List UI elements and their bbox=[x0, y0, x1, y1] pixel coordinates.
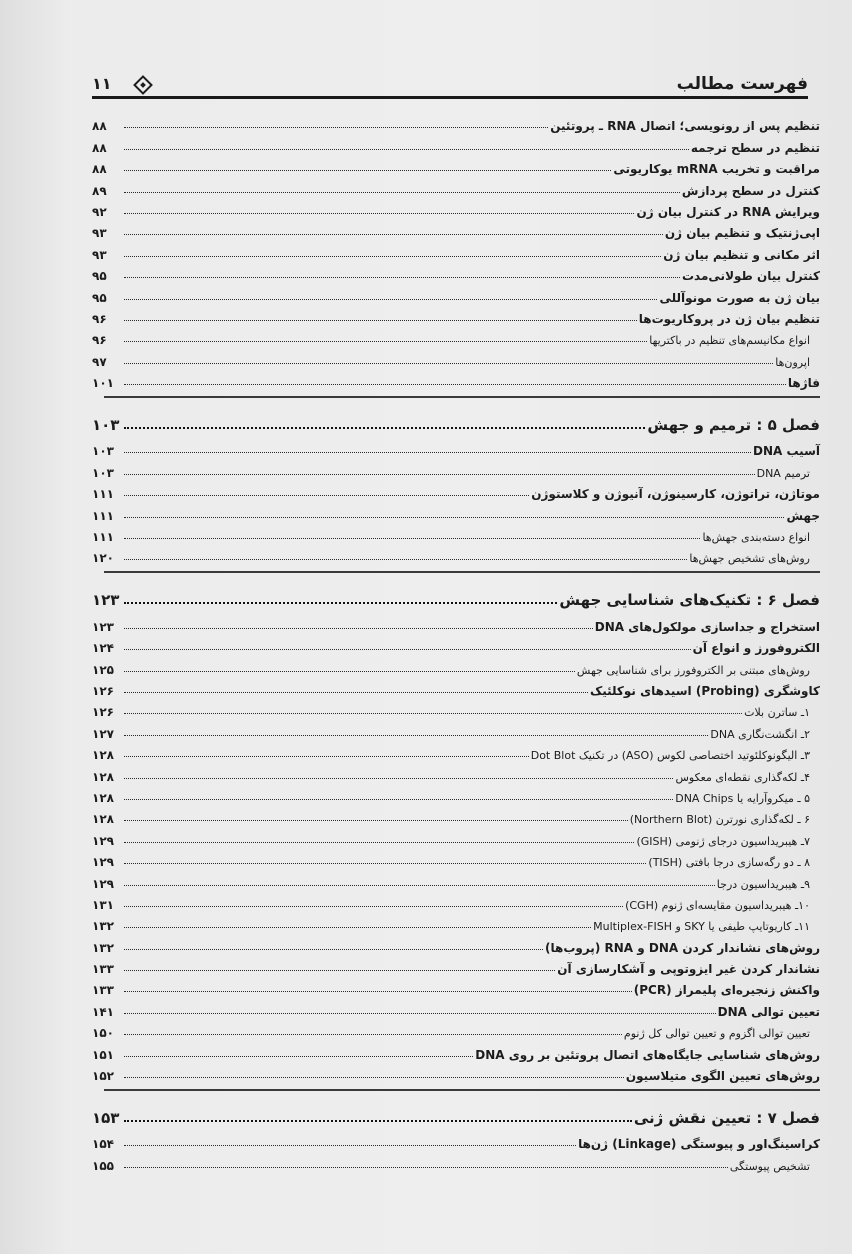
toc-entry[interactable] bbox=[92, 826, 820, 847]
dot-leader bbox=[124, 452, 751, 453]
entry-page-number: ۱۴۱ bbox=[92, 1004, 114, 1019]
entry-page-number: ۱۵۲ bbox=[92, 1069, 114, 1084]
dot-leader bbox=[124, 192, 680, 193]
entry-title: روش‌های شناسایی جایگاه‌های اتصال پروتئین بر روی DNA bbox=[475, 1047, 820, 1062]
entry-page-number: ۱۵۳ bbox=[92, 1109, 120, 1128]
entry-page-number: ۱۳۱ bbox=[92, 897, 114, 912]
entry-title: واکنش زنجیره‌ای پلیمراز (PCR) bbox=[633, 983, 820, 998]
entry-page-number: ۱۳۳ bbox=[92, 962, 114, 977]
dot-leader bbox=[124, 735, 708, 736]
toc-entry[interactable] bbox=[92, 891, 820, 912]
dot-leader bbox=[124, 991, 632, 992]
entry-title: اثر مکانی و تنظیم بیان ژن bbox=[663, 247, 820, 262]
toc-entry[interactable] bbox=[92, 976, 820, 997]
dot-leader bbox=[124, 602, 557, 604]
entry-title: فصل ۷ : تعیین نقش ژنی bbox=[633, 1109, 820, 1128]
chapter-heading-entry[interactable] bbox=[92, 1097, 820, 1127]
entry-page-number: ۸۸ bbox=[92, 162, 107, 177]
entry-page-number: ۸۸ bbox=[92, 119, 107, 134]
entry-page-number: ۱۱۱ bbox=[92, 508, 114, 523]
dot-leader bbox=[124, 149, 689, 150]
toc-entry[interactable] bbox=[92, 369, 820, 390]
dot-leader bbox=[124, 692, 588, 693]
entry-page-number: ۹۳ bbox=[92, 226, 107, 241]
entry-title: اپرون‌ها bbox=[775, 355, 810, 369]
toc-entry[interactable] bbox=[92, 480, 820, 501]
dot-leader bbox=[124, 495, 529, 496]
entry-title: الکتروفورز و انواع آن bbox=[692, 641, 820, 656]
chapter-heading-entry[interactable] bbox=[92, 404, 820, 434]
entry-title: ۴ـ لکه‌گذاری نقطه‌ای معکوس bbox=[675, 770, 810, 784]
page-header bbox=[92, 74, 808, 98]
dot-leader bbox=[124, 427, 645, 429]
dot-leader bbox=[124, 863, 646, 864]
entry-title: بیان ژن به صورت مونوآللی bbox=[659, 290, 820, 305]
entry-page-number: ۱۰۳ bbox=[92, 465, 114, 480]
toc-entry[interactable] bbox=[92, 912, 820, 933]
table-of-contents bbox=[92, 112, 820, 1173]
toc-entry[interactable] bbox=[92, 1019, 820, 1040]
toc-entry[interactable] bbox=[92, 112, 820, 133]
entry-title: تنظیم در سطح ترجمه bbox=[690, 140, 820, 155]
entry-title: روش‌های تعیین الگوی متیلاسیون bbox=[625, 1069, 820, 1084]
entry-title: فاژها bbox=[787, 376, 820, 391]
toc-entry[interactable] bbox=[92, 741, 820, 762]
dot-leader bbox=[124, 949, 543, 950]
entry-title: تعیین توالی DNA bbox=[717, 1004, 820, 1019]
dot-leader bbox=[124, 970, 555, 971]
header-title: فهرست مطالب bbox=[676, 74, 808, 94]
entry-title: ۹ـ هیبریداسیون درجا bbox=[716, 877, 810, 891]
entry-page-number: ۱۲۰ bbox=[92, 551, 114, 566]
toc-entry[interactable] bbox=[92, 655, 820, 676]
dot-leader bbox=[124, 1120, 632, 1122]
toc-entry[interactable] bbox=[92, 347, 820, 368]
dot-leader bbox=[124, 277, 680, 278]
entry-page-number: ۱۳۳ bbox=[92, 983, 114, 998]
entry-title: روش‌های مبتنی بر الکتروفورز برای شناسایی جهش bbox=[576, 663, 810, 677]
entry-page-number: ۱۲۵ bbox=[92, 662, 114, 677]
toc-entry[interactable] bbox=[92, 155, 820, 176]
entry-title: کراسینگ‌اور و پیوستگی (Linkage) ژن‌ها bbox=[578, 1137, 820, 1152]
dot-leader bbox=[124, 170, 611, 171]
entry-title: جهش bbox=[786, 508, 820, 523]
entry-title: انواع مکانیسم‌های تنظیم در باکتریها bbox=[649, 334, 810, 348]
toc-entry[interactable] bbox=[92, 933, 820, 954]
entry-page-number: ۹۵ bbox=[92, 290, 107, 305]
entry-title: کنترل بیان طولانی‌مدت bbox=[682, 269, 820, 284]
toc-entry[interactable] bbox=[92, 805, 820, 826]
dot-leader bbox=[124, 649, 691, 650]
toc-entry[interactable] bbox=[92, 1062, 820, 1083]
entry-title: موتاژن، تراتوژن، کارسینوژن، آنیوژن و کلاستوژن bbox=[531, 487, 820, 502]
entry-page-number: ۱۲۹ bbox=[92, 855, 114, 870]
dot-leader bbox=[124, 713, 742, 714]
entry-title: ۱۰ـ هیبریداسیون مقایسه‌ای ژنوم (CGH) bbox=[625, 898, 810, 912]
chapter-heading-entry[interactable] bbox=[92, 579, 820, 609]
entry-page-number: ۱۰۳ bbox=[92, 444, 114, 459]
section-divider bbox=[104, 571, 820, 573]
entry-title: استخراج و جداسازی مولکول‌های DNA bbox=[594, 619, 820, 634]
dot-leader bbox=[124, 1167, 728, 1168]
entry-title: ۱ـ ساترن بلات bbox=[744, 706, 810, 720]
toc-entry[interactable] bbox=[92, 501, 820, 522]
dot-leader bbox=[124, 320, 637, 321]
entry-page-number: ۹۷ bbox=[92, 354, 107, 369]
entry-title: نشاندار کردن غیر ایزوتوپی و آشکارسازی آن bbox=[557, 962, 820, 977]
header-rule bbox=[92, 96, 808, 99]
dot-leader bbox=[124, 906, 623, 907]
entry-page-number: ۱۵۰ bbox=[92, 1026, 114, 1041]
section-divider bbox=[104, 396, 820, 398]
entry-title: کنترل در سطح پردازش bbox=[681, 183, 820, 198]
entry-page-number: ۸۸ bbox=[92, 140, 107, 155]
toc-entry[interactable] bbox=[92, 719, 820, 740]
toc-entry[interactable] bbox=[92, 1130, 820, 1151]
entry-title: ۲ـ انگشت‌نگاری DNA bbox=[710, 727, 810, 741]
entry-title: تعیین توالی اگزوم و تعیین توالی کل ژنوم bbox=[623, 1027, 810, 1041]
entry-page-number: ۱۵۴ bbox=[92, 1137, 114, 1152]
entry-title: روش‌های نشاندار کردن DNA و RNA (پروب‌ها) bbox=[545, 940, 820, 955]
toc-entry[interactable] bbox=[92, 133, 820, 154]
entry-page-number: ۸۹ bbox=[92, 183, 107, 198]
dot-leader bbox=[124, 213, 634, 214]
toc-entry[interactable] bbox=[92, 762, 820, 783]
dot-leader bbox=[124, 927, 591, 928]
diamond-ornament-icon bbox=[133, 75, 153, 95]
toc-entry[interactable] bbox=[92, 677, 820, 698]
entry-page-number: ۱۵۵ bbox=[92, 1158, 114, 1173]
dot-leader bbox=[124, 474, 755, 475]
dot-leader bbox=[124, 1056, 473, 1057]
entry-page-number: ۱۵۱ bbox=[92, 1047, 114, 1062]
dot-leader bbox=[124, 885, 715, 886]
dot-leader bbox=[124, 341, 647, 342]
entry-page-number: ۱۲۳ bbox=[92, 591, 120, 610]
dot-leader bbox=[124, 538, 700, 539]
entry-title: ۵ ـ میکروآرایه یا DNA Chips bbox=[675, 791, 810, 805]
entry-title: فصل ۶ : تکنیک‌های شناسایی جهش bbox=[559, 591, 820, 610]
entry-title: کاوشگری (Probing) اسیدهای نوکلئیک bbox=[589, 683, 820, 698]
entry-page-number: ۱۲۷ bbox=[92, 726, 114, 741]
entry-page-number: ۱۰۱ bbox=[92, 376, 114, 391]
toc-entry[interactable] bbox=[92, 326, 820, 347]
toc-entry[interactable] bbox=[92, 955, 820, 976]
toc-entry[interactable] bbox=[92, 305, 820, 326]
entry-title: تنظیم پس از رونویسی؛ اتصال RNA ـ پروتئین bbox=[550, 119, 820, 134]
entry-title: فصل ۵ : ترمیم و جهش bbox=[647, 416, 820, 435]
dot-leader bbox=[124, 1034, 622, 1035]
entry-page-number: ۱۲۹ bbox=[92, 833, 114, 848]
header-page-number: ۱۱ bbox=[92, 74, 112, 93]
entry-page-number: ۱۲۸ bbox=[92, 812, 114, 827]
dot-leader bbox=[124, 756, 529, 757]
entry-page-number: ۱۱۱ bbox=[92, 530, 114, 545]
toc-entry[interactable] bbox=[92, 698, 820, 719]
toc-entry[interactable] bbox=[92, 544, 820, 565]
entry-page-number: ۱۰۳ bbox=[92, 416, 120, 435]
dot-leader bbox=[124, 363, 773, 364]
toc-entry[interactable] bbox=[92, 198, 820, 219]
dot-leader bbox=[124, 384, 786, 385]
toc-entry[interactable] bbox=[92, 634, 820, 655]
entry-page-number: ۱۲۸ bbox=[92, 769, 114, 784]
entry-title: مراقبت و تخریب mRNA یوکاریوتی bbox=[613, 162, 820, 177]
entry-page-number: ۱۳۲ bbox=[92, 919, 114, 934]
entry-title: ۳ـ الیگونوکلئوتید اختصاصی لکوس (ASO) در تکنیک Dot Blot bbox=[530, 749, 810, 763]
entry-page-number: ۱۲۹ bbox=[92, 876, 114, 891]
entry-title: انواع دسته‌بندی جهش‌ها bbox=[702, 531, 810, 545]
toc-entry[interactable] bbox=[92, 1151, 820, 1172]
entry-title: روش‌های تشخیص جهش‌ها bbox=[689, 552, 810, 566]
dot-leader bbox=[124, 256, 661, 257]
toc-entry[interactable] bbox=[92, 176, 820, 197]
dot-leader bbox=[124, 628, 593, 629]
dot-leader bbox=[124, 799, 673, 800]
entry-title: ۸ ـ دو رگه‌سازی درجا بافتی (TISH) bbox=[648, 856, 810, 870]
toc-entry[interactable] bbox=[92, 1040, 820, 1061]
dot-leader bbox=[124, 1013, 716, 1014]
toc-entry[interactable] bbox=[92, 458, 820, 479]
entry-page-number: ۱۱۱ bbox=[92, 487, 114, 502]
entry-title: تنظیم بیان ژن در پروکاریوت‌ها bbox=[638, 311, 820, 326]
dot-leader bbox=[124, 1077, 624, 1078]
entry-title: ۱۱ـ کاریوتایپ طیفی یا SKY و Multiplex-FISH bbox=[593, 920, 810, 934]
entry-page-number: ۱۲۸ bbox=[92, 790, 114, 805]
toc-entry[interactable] bbox=[92, 869, 820, 890]
dot-leader bbox=[124, 820, 628, 821]
toc-entry[interactable] bbox=[92, 848, 820, 869]
entry-page-number: ۱۲۸ bbox=[92, 748, 114, 763]
dot-leader bbox=[124, 559, 687, 560]
toc-entry[interactable] bbox=[92, 523, 820, 544]
entry-title: آسیب DNA bbox=[753, 444, 820, 459]
entry-page-number: ۹۶ bbox=[92, 333, 107, 348]
entry-title: تشخیص پیوستگی bbox=[729, 1159, 810, 1173]
entry-page-number: ۱۲۶ bbox=[92, 683, 114, 698]
entry-page-number: ۱۲۴ bbox=[92, 641, 114, 656]
toc-entry[interactable] bbox=[92, 612, 820, 633]
dot-leader bbox=[124, 671, 575, 672]
entry-title: اپی‌ژنتیک و تنظیم بیان ژن bbox=[664, 226, 820, 241]
dot-leader bbox=[124, 234, 663, 235]
toc-entry[interactable] bbox=[92, 784, 820, 805]
toc-entry[interactable] bbox=[92, 997, 820, 1018]
entry-page-number: ۹۳ bbox=[92, 247, 107, 262]
dot-leader bbox=[124, 842, 634, 843]
section-divider bbox=[104, 1089, 820, 1091]
dot-leader bbox=[124, 1145, 576, 1146]
entry-title: ترمیم DNA bbox=[756, 466, 810, 480]
dot-leader bbox=[124, 299, 657, 300]
dot-leader bbox=[124, 517, 784, 518]
entry-page-number: ۱۳۲ bbox=[92, 940, 114, 955]
entry-page-number: ۹۵ bbox=[92, 269, 107, 284]
dot-leader bbox=[124, 778, 673, 779]
toc-entry[interactable] bbox=[92, 437, 820, 458]
toc-entry[interactable] bbox=[92, 283, 820, 304]
toc-entry[interactable] bbox=[92, 219, 820, 240]
toc-entry[interactable] bbox=[92, 240, 820, 261]
entry-title: ۷ـ هیبریداسیون درجای ژنومی (GISH) bbox=[636, 834, 810, 848]
entry-page-number: ۱۲۶ bbox=[92, 705, 114, 720]
entry-page-number: ۱۲۳ bbox=[92, 619, 114, 634]
entry-title: ۶ ـ لکه‌گذاری نورترن (Northern Blot) bbox=[629, 813, 810, 827]
dot-leader bbox=[124, 127, 548, 128]
entry-page-number: ۹۶ bbox=[92, 311, 107, 326]
entry-title: ویرایش RNA در کنترل بیان ژن bbox=[636, 204, 820, 219]
entry-page-number: ۹۲ bbox=[92, 204, 107, 219]
toc-entry[interactable] bbox=[92, 262, 820, 283]
